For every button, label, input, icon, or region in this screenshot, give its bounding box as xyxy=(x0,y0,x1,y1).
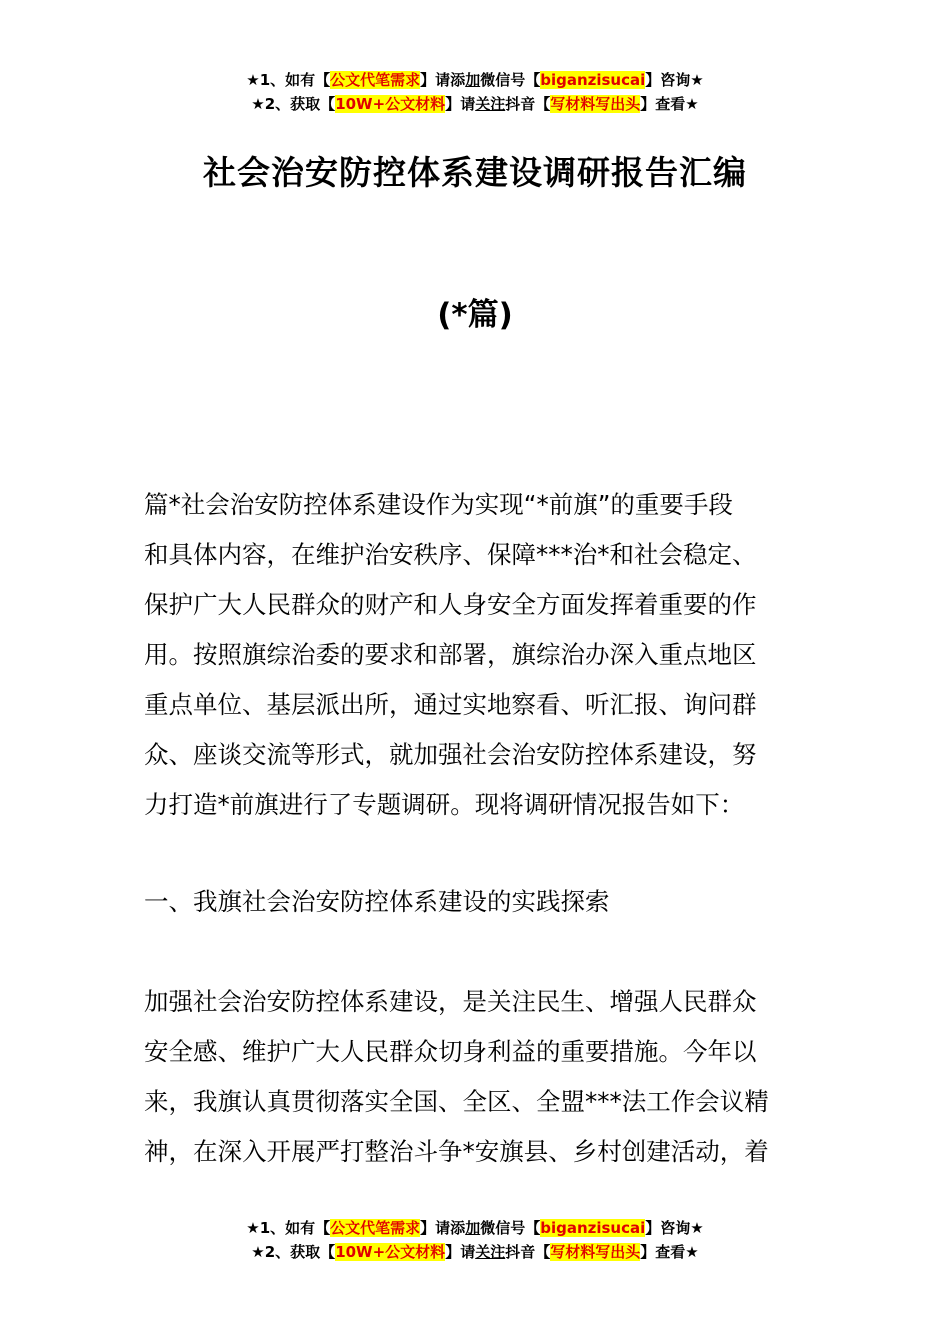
intro-paragraph xyxy=(144,480,808,830)
banner-text: ★2、获取【 xyxy=(251,1243,336,1261)
banner-underline: 加 xyxy=(465,1219,481,1237)
document-subtitle: (*篇) xyxy=(437,297,513,333)
paragraph-line: 用。按照旗综治委的要求和部署，旗综治办深入重点地区 xyxy=(144,640,757,669)
banner-text: 】请添 xyxy=(420,1219,466,1237)
banner-text: ★2、获取【 xyxy=(251,95,336,113)
section-heading-text: 一、我旗社会治安防控体系建设的实践探索 xyxy=(144,887,610,916)
paragraph-line: 神，在深入开展严打整治斗争*安旗县、乡村创建活动，着 xyxy=(144,1137,769,1166)
paragraph-line: 力打造*前旗进行了专题调研。现将调研情况报告如下： xyxy=(144,790,745,819)
banner-highlight: 公文代笔需求 xyxy=(330,1219,421,1237)
banner-text: 】请 xyxy=(445,95,476,113)
banner-line-1 xyxy=(0,1216,950,1240)
section-paragraph xyxy=(144,977,808,1177)
banner-highlight: 写材料写出头 xyxy=(550,1243,641,1261)
paragraph-line: 和具体内容，在维护治安秩序、保障***治*和社会稳定、 xyxy=(144,540,757,569)
banner-underline: 加 xyxy=(465,71,481,89)
paragraph-line: 保护广大人民群众的财产和人身安全方面发挥着重要的作 xyxy=(144,590,757,619)
banner-text: 】咨询★ xyxy=(645,71,704,89)
banner-line-2 xyxy=(0,1240,950,1264)
banner-text: ★1、如有【 xyxy=(246,1219,331,1237)
bottom-banner xyxy=(0,1216,950,1264)
banner-text: 】请添 xyxy=(420,71,466,89)
banner-underline: 关注 xyxy=(475,95,506,113)
banner-text: 】查看★ xyxy=(640,95,699,113)
banner-text: ★1、如有【 xyxy=(246,71,331,89)
paragraph-line: 众、座谈交流等形式，就加强社会治安防控体系建设，努 xyxy=(144,740,757,769)
banner-highlight: biganzisucai xyxy=(540,71,646,89)
paragraph-line: 加强社会治安防控体系建设，是关注民生、增强人民群众 xyxy=(144,987,757,1016)
banner-text: 抖音【 xyxy=(505,1243,551,1261)
banner-highlight: 10W+公文材料 xyxy=(335,1243,446,1261)
document-title: 社会治安防控体系建设调研报告汇编 xyxy=(203,153,747,192)
paragraph-line: 安全感、维护广大人民群众切身利益的重要措施。今年以 xyxy=(144,1037,757,1066)
banner-text: 】查看★ xyxy=(640,1243,699,1261)
banner-text: 微信号【 xyxy=(480,1219,541,1237)
banner-text: 抖音【 xyxy=(505,95,551,113)
section-heading xyxy=(144,877,808,927)
banner-text: 】咨询★ xyxy=(645,1219,704,1237)
banner-underline: 关注 xyxy=(475,1243,506,1261)
banner-text: 】请 xyxy=(445,1243,476,1261)
banner-highlight: 写材料写出头 xyxy=(550,95,641,113)
banner-text: 微信号【 xyxy=(480,71,541,89)
banner-highlight: biganzisucai xyxy=(540,1219,646,1237)
top-banner xyxy=(0,68,950,116)
banner-line-1 xyxy=(0,68,950,92)
banner-highlight: 10W+公文材料 xyxy=(335,95,446,113)
banner-line-2 xyxy=(0,92,950,116)
banner-highlight: 公文代笔需求 xyxy=(330,71,421,89)
paragraph-line: 重点单位、基层派出所，通过实地察看、听汇报、询问群 xyxy=(144,690,757,719)
paragraph-line: 来，我旗认真贯彻落实全国、全区、全盟***法工作会议精 xyxy=(144,1087,769,1116)
paragraph-line: 篇*社会治安防控体系建设作为实现“*前旗”的重要手段 xyxy=(144,490,733,519)
